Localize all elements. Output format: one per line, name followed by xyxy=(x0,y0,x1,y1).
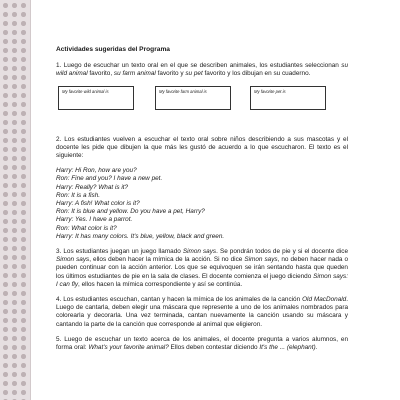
activity-3-text: 3. Los estudiantes juegan un juego llamado xyxy=(56,248,183,256)
activity-4-term: Old MacDonald xyxy=(302,296,347,304)
activity-4 xyxy=(56,296,348,329)
activity-3-term: Simon says: I can fly xyxy=(56,272,348,288)
activity-3-term: Simon says xyxy=(56,256,90,264)
farm-animal-box: My favorite farm animal is xyxy=(155,86,231,110)
activity-1-text: 1. Luego de escuchar un texto oral en el que se describen animales, los estudiantes seleccionan xyxy=(56,62,342,70)
binder-edge xyxy=(30,0,31,400)
dialog-line: Harry: It has many colors. It's blue, yellow, black and green. xyxy=(56,232,225,240)
dialog-line: Ron: It is blue and yellow. Do you have a pet, Harry? xyxy=(56,208,205,216)
activity-1-text: favorito y xyxy=(155,70,186,78)
activity-2: 2. Los estudiantes vuelven a escuchar el texto oral sobre niños describiendo a sus mascotas y el docente les pide que dibujen la que más les gustó de acuerdo a lo que escucharon. El texto es el siguiente: xyxy=(56,135,348,160)
activity-1-term: su pet xyxy=(185,70,203,78)
activity-4-text: . Luego de cantarla, deben elegir una máscara que represente a uno de los animales nombrados para colorearla y decorarla. Una vez terminada, cantan nuevamente la canción usando su máscara y cantando la parte de la canción que corresponde al animal que eligieron. xyxy=(56,296,348,328)
activity-5-text: 5. Luego de escuchar un texto acerca de los animales, el docente pregunta a varios alumnos, en forma oral: xyxy=(56,335,348,352)
dialog-line: Ron: What color is it? xyxy=(56,224,117,232)
activity-5-text: Ellos deben contestar diciendo xyxy=(168,344,260,352)
dialog xyxy=(56,167,348,241)
activity-5-term: It's the ... (elephant). xyxy=(259,344,318,352)
dialog-line: Ron: Fine and you? I have a new pet. xyxy=(56,175,163,183)
document-page xyxy=(56,46,348,352)
activity-3-term: Simon says xyxy=(244,256,278,264)
dialog-line: Harry: Really? What is it? xyxy=(56,183,129,191)
dialog-line: Harry: A fish! What color is it? xyxy=(56,200,140,208)
activity-1-text: favorito, xyxy=(87,70,114,78)
dialog-line: Ron: It is a fish. xyxy=(56,191,101,199)
activity-3-text: , ellos hacen la mímica correspondiente y así se continúa. xyxy=(78,280,243,288)
drawing-boxes xyxy=(56,86,348,112)
activity-4-text: 4. Los estudiantes escuchan, cantan y hacen la mímica de los animales de la canción xyxy=(56,296,303,304)
document-title: Actividades sugeridas del Programa xyxy=(56,46,170,53)
activity-1-text: favorito y los dibujan en su cuaderno. xyxy=(202,70,311,78)
activity-5 xyxy=(56,336,348,352)
binder-margin xyxy=(0,0,30,400)
activity-3 xyxy=(56,248,348,289)
activity-3-text: , no deben hacer nada o pueden continuar con la acción anterior. Los que se equivoquen se irán sentando hasta que queden los últimos estudiantes de pie en la sala de clases. El docente comienza el juego diciendo xyxy=(56,256,349,280)
activity-1-term: su wild animal xyxy=(56,62,348,78)
activity-3-term: Simon says xyxy=(182,248,217,256)
pet-box: My favorite pet is xyxy=(250,86,326,110)
activity-1-term: su farm animal xyxy=(113,70,156,78)
activity-3-text: , ellos deben hacer la mímica de la acción. Si no dice xyxy=(89,256,245,264)
dialog-line: Harry: Yes. I have a parrot. xyxy=(56,216,133,224)
activity-1 xyxy=(56,62,348,78)
activity-3-text: . Se pondrán todos de pie y si el docente dice xyxy=(216,248,348,256)
wild-animal-box: My favorite wild animal is xyxy=(58,86,134,110)
dialog-line: Harry: Hi Ron, how are you? xyxy=(56,167,137,175)
activity-5-term: What's your favorite animal? xyxy=(88,344,169,352)
